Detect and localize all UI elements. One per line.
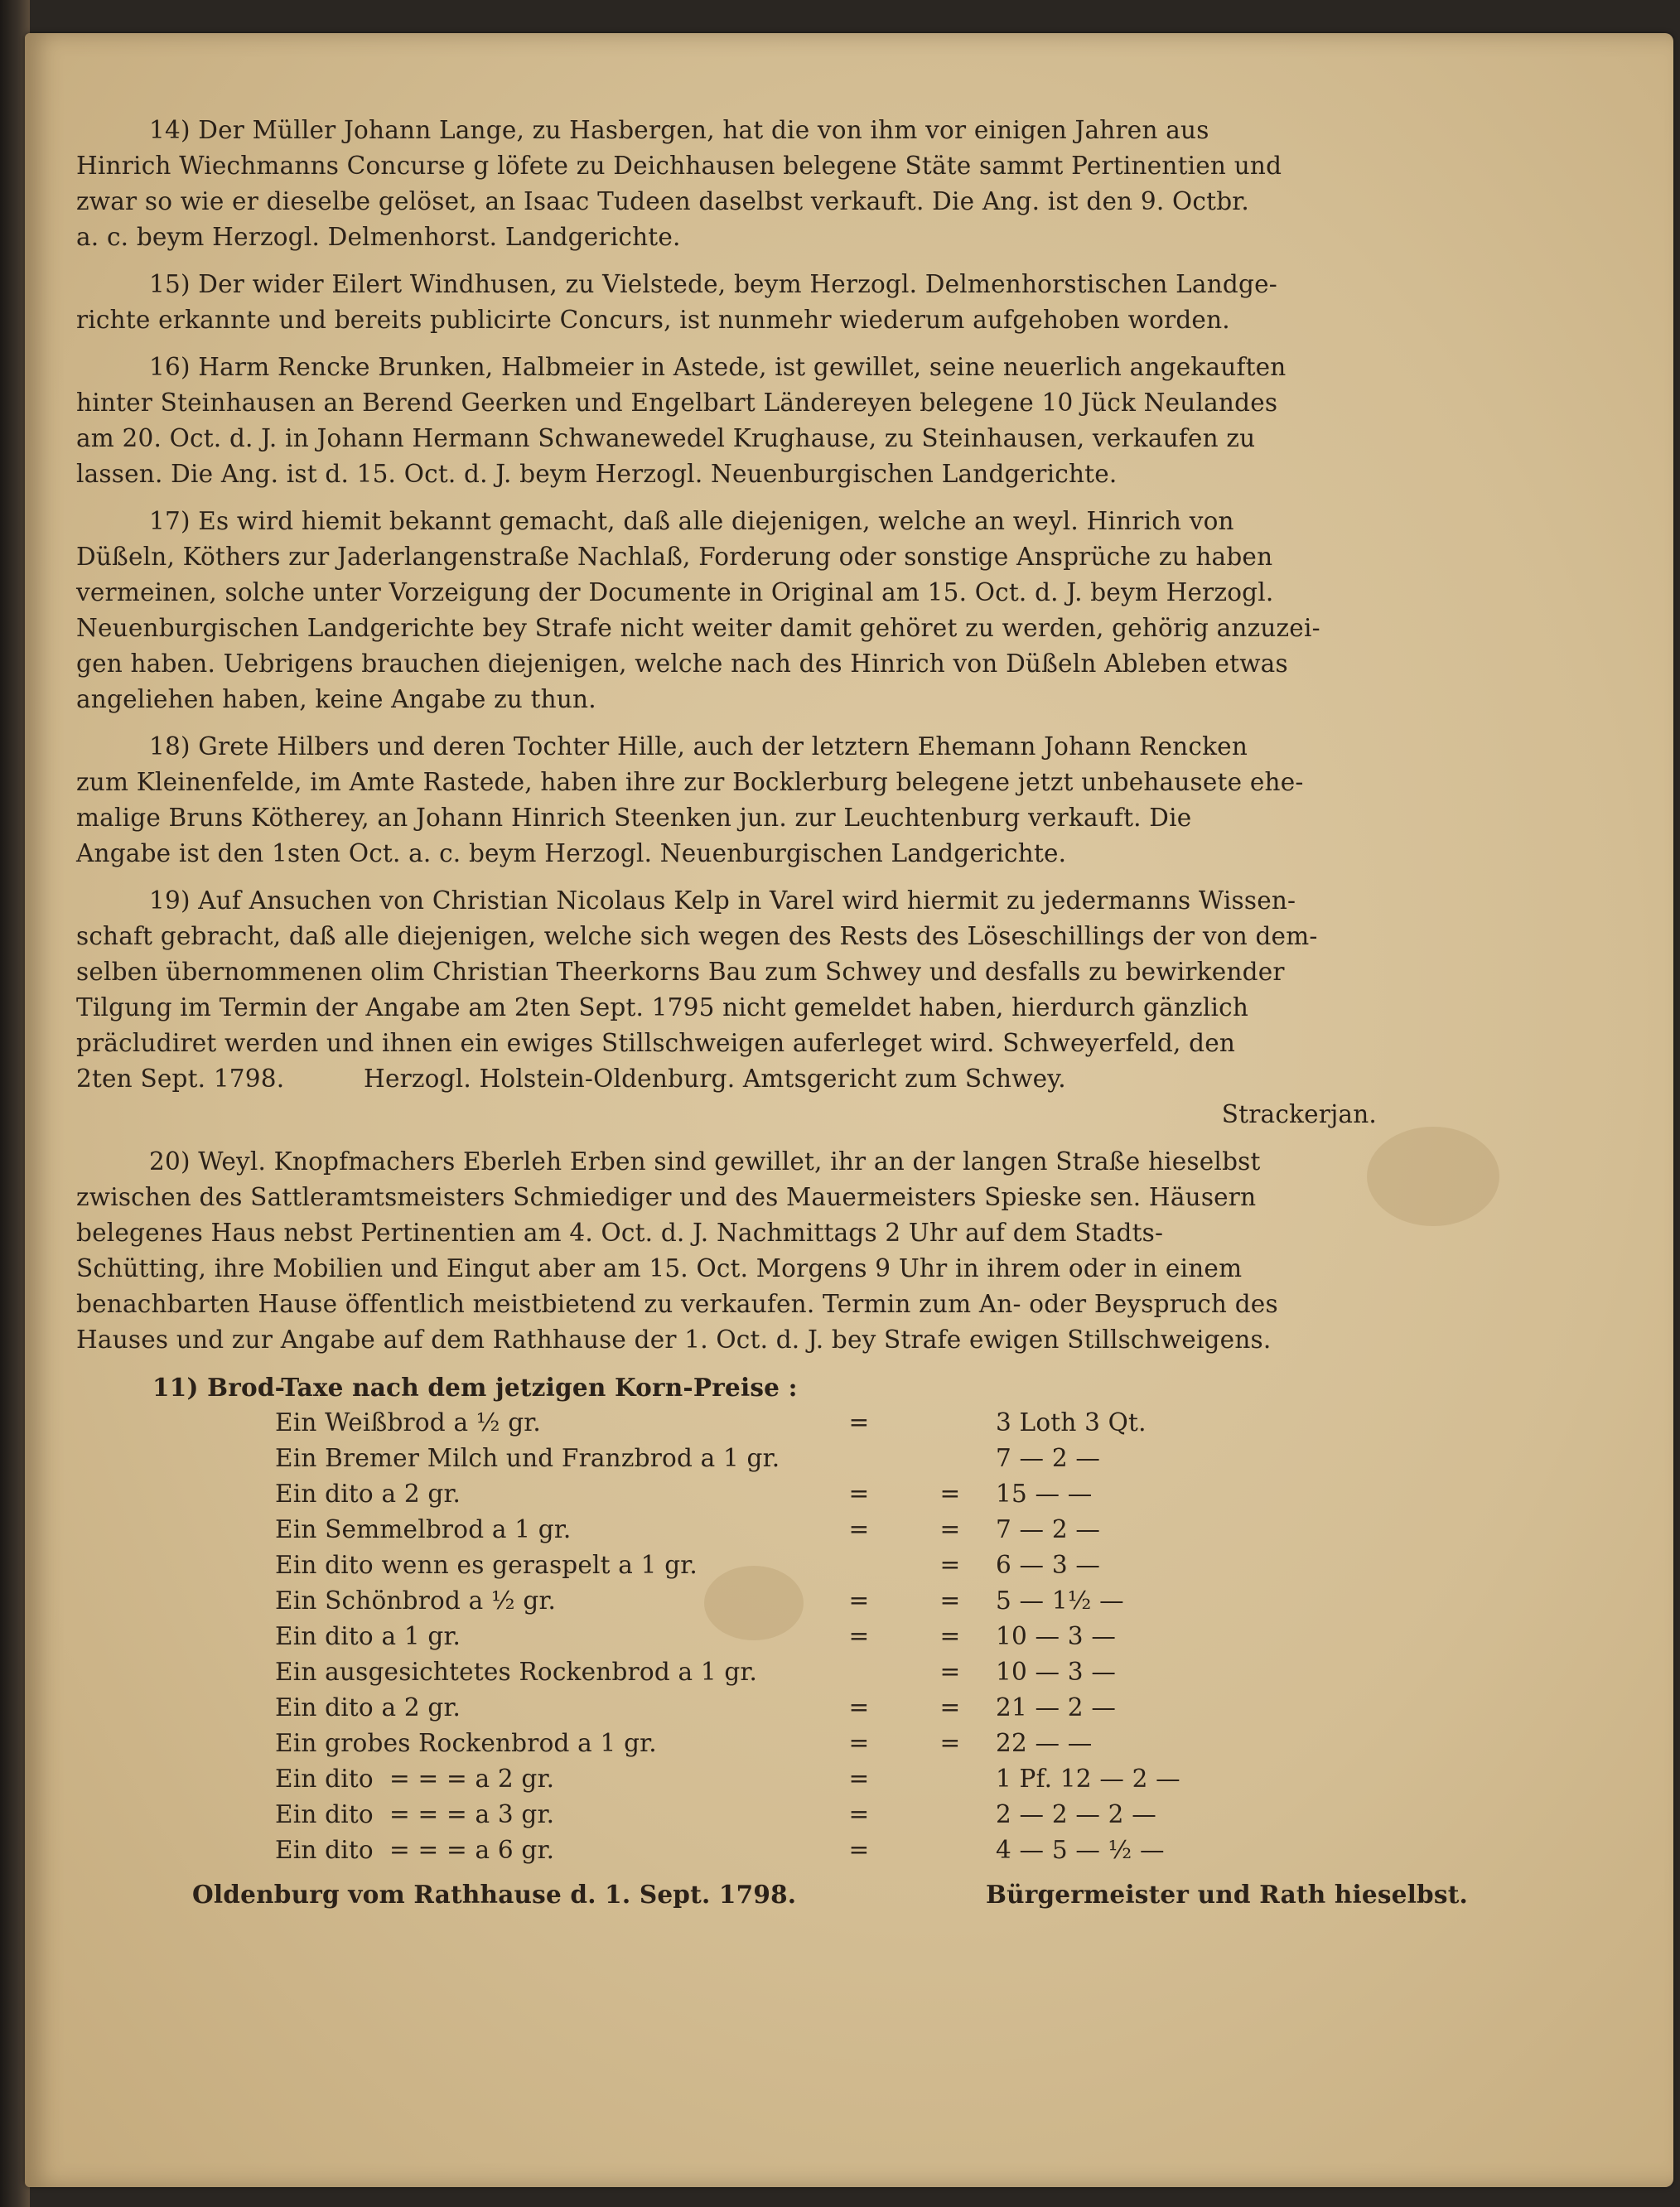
table-row xyxy=(275,1833,1302,1868)
ditto-mark xyxy=(813,1441,905,1476)
item-cell: Ein dito a 2 gr. xyxy=(275,1693,461,1722)
ditto-mark: = xyxy=(939,1515,961,1543)
table-row xyxy=(275,1726,1302,1761)
ditto-mark: = xyxy=(848,1408,870,1437)
ditto-mark: = xyxy=(848,1836,870,1864)
notice-19 xyxy=(76,883,1476,1132)
ditto-mark: = xyxy=(848,1586,870,1615)
table-row xyxy=(275,1512,1302,1548)
quantity-cell: 7 — 2 — xyxy=(996,1444,1101,1472)
item-cell: Ein dito = = = a 3 gr. xyxy=(275,1800,555,1828)
text-line: hinter Steinhausen an Berend Geerken und Engelbart Ländereyen belegene 10 Jück Neulandes xyxy=(76,389,1278,417)
text-line: malige Bruns Kötherey, an Johann Hinrich Steenken jun. zur Leuchtenburg verkauft. Die xyxy=(76,804,1192,832)
text-line: Neuenburgischen Landgerichte bey Strafe nicht weiter damit gehöret zu werden, gehörig anzuzei- xyxy=(76,614,1320,642)
text-line: angeliehen haben, keine Angabe zu thun. xyxy=(76,685,596,713)
quantity-cell: 7 — 2 — xyxy=(996,1515,1101,1543)
text-line: vermeinen, solche unter Vorzeigung der Documente in Original am 15. Oct. d. J. beym Herzogl. xyxy=(76,578,1274,606)
quantity-cell: 4 — 5 — ½ — xyxy=(996,1836,1165,1864)
text-line: zum Kleinenfelde, im Amte Rastede, haben ihre zur Bocklerburg belegene jetzt unbehausete ehe- xyxy=(76,768,1304,796)
quantity-cell: 2 — 2 — 2 — xyxy=(996,1800,1156,1828)
text-line: 17) Es wird hiemit bekannt gemacht, daß alle diejenigen, welche an weyl. Hinrich von xyxy=(149,507,1234,535)
text-line: belegenes Haus nebst Pertinentien am 4. Oct. d. J. Nachmittags 2 Uhr auf dem Stadts- xyxy=(76,1219,1164,1247)
ditto-mark: = xyxy=(939,1586,961,1615)
ditto-mark: = xyxy=(848,1622,870,1650)
text-line: Hinrich Wiechmanns Concurse g löfete zu Deichhausen belegene Stäte sammt Pertinentien und xyxy=(76,152,1282,180)
table-row xyxy=(275,1619,1302,1654)
ditto-mark: = xyxy=(939,1729,961,1757)
ditto-mark: = xyxy=(939,1658,961,1686)
footer-authority: Bürgermeister und Rath hieselbst. xyxy=(985,1880,1468,1909)
text-line: 16) Harm Rencke Brunken, Halbmeier in Astede, ist gewillet, seine neuerlich angekauften xyxy=(149,353,1287,381)
text-line: Angabe ist den 1sten Oct. a. c. beym Herzogl. Neuenburgischen Landgerichte. xyxy=(76,839,1067,867)
brod-taxe-footer xyxy=(76,1876,1476,1912)
quantity-cell: 10 — 3 — xyxy=(996,1622,1117,1650)
ditto-mark: = xyxy=(848,1515,870,1543)
ditto-mark xyxy=(905,1405,996,1441)
ditto-mark: = xyxy=(848,1480,870,1508)
table-row xyxy=(275,1654,1302,1690)
ditto-mark: = xyxy=(848,1693,870,1722)
text-line: Schütting, ihre Mobilien und Eingut aber am 15. Oct. Morgens 9 Uhr in ihrem oder in einem xyxy=(76,1254,1243,1282)
table-row xyxy=(275,1690,1302,1726)
ditto-mark: = xyxy=(848,1765,870,1793)
text-line: a. c. beym Herzogl. Delmenhorst. Landgerichte. xyxy=(76,223,681,251)
text-line: benachbarten Hause öffentlich meistbietend zu verkaufen. Termin zum An- oder Beyspruch des xyxy=(76,1290,1278,1318)
notice-18 xyxy=(76,729,1476,872)
text-line: richte erkannte und bereits publicirte Concurs, ist nunmehr wiederum aufgehoben worden. xyxy=(76,306,1230,334)
text-line: Tilgung im Termin der Angabe am 2ten Sept. 1795 nicht gemeldet haben, hierdurch gänzlich xyxy=(76,993,1249,1021)
quantity-cell: 21 — 2 — xyxy=(996,1693,1117,1722)
item-cell: Ein dito = = = a 6 gr. xyxy=(275,1836,555,1864)
ditto-mark: = xyxy=(939,1551,961,1579)
text-line: am 20. Oct. d. J. in Johann Hermann Schwanewedel Krughause, zu Steinhausen, verkaufen zu xyxy=(76,424,1256,452)
notice-20 xyxy=(76,1144,1476,1358)
ditto-mark: = xyxy=(848,1729,870,1757)
text-line: gen haben. Uebrigens brauchen diejenigen, welche nach des Hinrich von Düßeln Ableben etwas xyxy=(76,650,1288,678)
table-row xyxy=(275,1405,1302,1441)
text-line: schaft gebracht, daß alle diejenigen, welche sich wegen des Rests des Löseschillings der von dem- xyxy=(76,922,1318,950)
item-cell: Ein dito wenn es geraspelt a 1 gr. xyxy=(275,1551,698,1579)
table-row xyxy=(275,1476,1302,1512)
text-line: 19) Auf Ansuchen von Christian Nicolaus Kelp in Varel wird hiermit zu jedermanns Wissen- xyxy=(149,886,1296,915)
item-cell: Ein dito = = = a 2 gr. xyxy=(275,1765,555,1793)
ditto-mark xyxy=(905,1797,996,1833)
ditto-mark xyxy=(813,1654,905,1690)
text-line: präcludiret werden und ihnen ein ewiges Stillschweigen auferleget wird. Schweyerfeld, den xyxy=(76,1029,1236,1057)
quantity-cell: 6 — 3 — xyxy=(996,1551,1101,1579)
text-line: 20) Weyl. Knopfmachers Eberleh Erben sind gewillet, ihr an der langen Straße hieselbst xyxy=(149,1147,1261,1176)
ditto-mark: = xyxy=(939,1693,961,1722)
ditto-mark: = xyxy=(939,1622,961,1650)
table-row xyxy=(275,1583,1302,1619)
table-row xyxy=(275,1548,1302,1583)
text-line: lassen. Die Ang. ist d. 15. Oct. d. J. beym Herzogl. Neuenburgischen Landgerichte. xyxy=(76,460,1118,488)
text-line: 14) Der Müller Johann Lange, zu Hasbergen, hat die von ihm vor einigen Jahren aus xyxy=(149,116,1209,144)
text-line: 18) Grete Hilbers und deren Tochter Hille, auch der letztern Ehemann Johann Rencken xyxy=(149,732,1248,761)
item-cell: Ein ausgesichtetes Rockenbrod a 1 gr. xyxy=(275,1658,758,1686)
text-line: 2ten Sept. 1798. Herzogl. Holstein-Oldenburg. Amtsgericht zum Schwey. xyxy=(76,1065,1066,1093)
text-line: zwischen des Sattleramtsmeisters Schmiediger und des Mauermeisters Spieske sen. Häusern xyxy=(76,1183,1257,1211)
brod-taxe-table xyxy=(275,1405,1302,1868)
item-cell: Ein dito a 2 gr. xyxy=(275,1480,461,1508)
item-cell: Ein Bremer Milch und Franzbrod a 1 gr. xyxy=(275,1444,780,1472)
table-row xyxy=(275,1797,1302,1833)
quantity-cell: 15 — — xyxy=(996,1480,1093,1508)
text-line: zwar so wie er dieselbe gelöset, an Isaac Tudeen daselbst verkauft. Die Ang. ist den 9. Octbr. xyxy=(76,187,1249,215)
notice-14 xyxy=(76,113,1476,255)
document-page xyxy=(25,33,1673,2187)
ditto-mark xyxy=(905,1833,996,1868)
ditto-mark: = xyxy=(848,1800,870,1828)
item-cell: Ein dito a 1 gr. xyxy=(275,1622,461,1650)
notice-17 xyxy=(76,504,1476,717)
item-cell: Ein Schönbrod a ½ gr. xyxy=(275,1586,557,1615)
quantity-cell: 10 — 3 — xyxy=(996,1658,1117,1686)
item-cell: Ein Semmelbrod a 1 gr. xyxy=(275,1515,572,1543)
signature: Strackerjan. xyxy=(1221,1100,1377,1128)
footer-place-date: Oldenburg vom Rathhause d. 1. Sept. 1798. xyxy=(192,1880,797,1909)
notice-16 xyxy=(76,350,1476,492)
ditto-mark xyxy=(905,1761,996,1797)
notice-15 xyxy=(76,267,1476,338)
text-line: selben übernommenen olim Christian Theerkorns Bau zum Schwey und desfalls zu bewirkender xyxy=(76,958,1285,986)
quantity-cell: 5 — 1½ — xyxy=(996,1586,1124,1615)
text-block xyxy=(76,113,1476,1912)
quantity-cell: 22 — — xyxy=(996,1729,1093,1757)
item-cell: Ein Weißbrod a ½ gr. xyxy=(275,1408,541,1437)
text-line: Hauses und zur Angabe auf dem Rathhause der 1. Oct. d. J. bey Strafe ewigen Stillschweigens. xyxy=(76,1326,1272,1354)
ditto-mark: = xyxy=(939,1480,961,1508)
quantity-cell: 3 Loth 3 Qt. xyxy=(996,1408,1147,1437)
table-row xyxy=(275,1441,1302,1476)
text-line: 15) Der wider Eilert Windhusen, zu Vielstede, beym Herzogl. Delmenhorstischen Landge- xyxy=(149,270,1277,298)
table-row xyxy=(275,1761,1302,1797)
ditto-mark xyxy=(905,1441,996,1476)
brod-taxe-heading: 11) Brod-Taxe nach dem jetzigen Korn-Preise : xyxy=(152,1373,798,1402)
ditto-mark xyxy=(813,1548,905,1583)
quantity-cell: 1 Pf. 12 — 2 — xyxy=(996,1765,1180,1793)
item-cell: Ein grobes Rockenbrod a 1 gr. xyxy=(275,1729,657,1757)
text-line: Düßeln, Köthers zur Jaderlangenstraße Nachlaß, Forderung oder sonstige Ansprüche zu haben xyxy=(76,543,1273,571)
